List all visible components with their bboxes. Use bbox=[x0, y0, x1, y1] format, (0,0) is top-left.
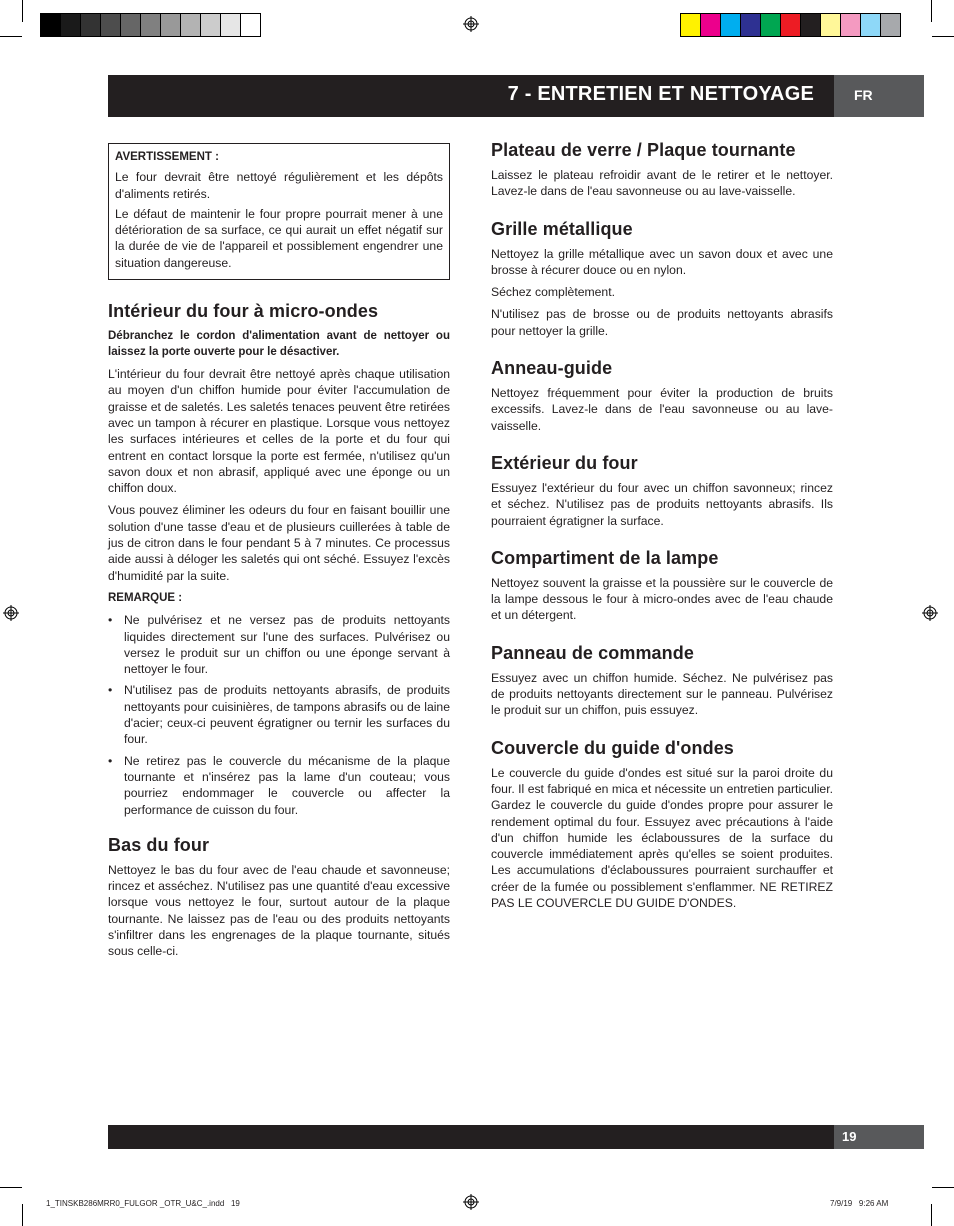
header-bar bbox=[108, 75, 834, 117]
crop-mark bbox=[22, 1204, 23, 1226]
swatch bbox=[181, 14, 201, 36]
swatch bbox=[121, 14, 141, 36]
slug-timestamp: 7/9/19 9:26 AM bbox=[830, 1199, 889, 1208]
body-paragraph: Nettoyez fréquemment pour éviter la production de bruits excessifs. Lavez-le dans de l'eau savonneuse ou au lave-vaisselle. bbox=[491, 386, 833, 433]
swatch bbox=[681, 14, 701, 36]
section-heading: Intérieur du four à micro-ondes bbox=[108, 301, 379, 322]
section-heading: Anneau-guide bbox=[491, 358, 613, 379]
swatch bbox=[801, 14, 821, 36]
registration-mark-icon bbox=[463, 1194, 479, 1210]
crop-mark bbox=[932, 36, 954, 37]
swatch bbox=[101, 14, 121, 36]
body-paragraph: Nettoyez la grille métallique avec un savon doux et avec une brosse à récurer douce ou en nylon. bbox=[491, 246, 833, 277]
section-lead: Débranchez le cordon d'alimentation avant de nettoyer ou laissez la porte ouverte pour le désactiver. bbox=[108, 330, 450, 359]
body-paragraph: N'utilisez pas de brosse ou de produits nettoyants abrasifs pour nettoyer la grille. bbox=[491, 307, 833, 338]
page-title: 7 - ENTRETIEN ET NETTOYAGE bbox=[507, 83, 814, 105]
section bbox=[491, 547, 833, 624]
language-badge bbox=[834, 75, 924, 117]
list-item: • Ne retirez pas le couvercle du mécanisme de la plaque tournante et n'insérez pas la lame d'un couteau; vous pourriez endommager le couvercle ou affecter la performance de cuisson du four. bbox=[108, 753, 450, 818]
swatch bbox=[821, 14, 841, 36]
swatch bbox=[861, 14, 881, 36]
swatch bbox=[881, 14, 900, 36]
swatch bbox=[781, 14, 801, 36]
warning-title: AVERTISSEMENT : bbox=[115, 151, 219, 163]
list-item: • N'utilisez pas de produits nettoyants abrasifs, de produits nettoyants pour cuisinières, de tampons abrasifs ou de laine d'acier; ceux-ci peuvent égratigner ou ternir les surfaces du four. bbox=[108, 682, 450, 747]
body-paragraph: Nettoyez souvent la graisse et la poussière sur le couvercle de la lampe dessous le four à micro-ondes avec de l'eau chaude et un détergent. bbox=[491, 575, 833, 623]
warning-paragraph: Le four devrait être nettoyé régulièrement et les dépôts d'aliments retirés. bbox=[115, 170, 443, 201]
section-heading: Grille métallique bbox=[491, 218, 633, 239]
swatch bbox=[761, 14, 781, 36]
section bbox=[491, 642, 833, 719]
page-number: 19 bbox=[842, 1129, 857, 1144]
swatch bbox=[201, 14, 221, 36]
color-calibration-bar bbox=[680, 13, 901, 37]
body-paragraph: Vous pouvez éliminer les odeurs du four en faisant bouillir une solution d'une tasse d'eau et de plusieurs cuillerées à table de jus de citron dans le four pendant 5 à 7 minutes. Ce processus aide aussi à déloger les saletés qui ont séché. Essuyez l'excès d'humidité par la suite. bbox=[108, 503, 450, 583]
slug-filename: 1_TINSKB286MRR0_FULGOR _OTR_U&C_.indd 19 bbox=[46, 1199, 240, 1208]
left-column bbox=[108, 143, 450, 966]
section-heading: Extérieur du four bbox=[491, 452, 638, 473]
swatch bbox=[841, 14, 861, 36]
section bbox=[491, 452, 833, 529]
section bbox=[491, 357, 833, 434]
swatch bbox=[41, 14, 61, 36]
swatch bbox=[721, 14, 741, 36]
section bbox=[491, 737, 833, 912]
registration-mark-icon bbox=[3, 605, 19, 621]
swatch bbox=[741, 14, 761, 36]
section-heading: Couvercle du guide d'ondes bbox=[491, 737, 734, 758]
crop-mark bbox=[0, 1187, 22, 1188]
body-paragraph: Le couvercle du guide d'ondes est situé sur la paroi droite du four. Il est fabriqué en mica et nécessite un entretien particulier. Gardez le couvercle du guide d'ondes propre pour assurer le rendement optimal du four. Essuyez avec précautions à l'aide d'un chiffon humide les éclaboussures de la surface du couvercle immédiatement après qu'elles se soient produites. Les accumulations d'éclaboussures pourraient surchauffer et créer de la fumée ou possiblement s'enflammer. NE RETIREZ PAS LE COUVERCLE DU GUIDE D'ONDES. bbox=[491, 765, 833, 911]
swatch bbox=[81, 14, 101, 36]
swatch bbox=[241, 14, 260, 36]
swatch bbox=[161, 14, 181, 36]
crop-mark bbox=[931, 1204, 932, 1226]
section-heading: Panneau de commande bbox=[491, 642, 694, 663]
body-paragraph: Essuyez l'extérieur du four avec un chiffon savonneux; rincez et séchez. N'utilisez pas de produits nettoyants abrasifs. Ils pourraient égratigner la surface. bbox=[491, 480, 833, 528]
section bbox=[491, 218, 833, 339]
registration-mark-icon bbox=[463, 16, 479, 32]
body-paragraph: L'intérieur du four devrait être nettoyé après chaque utilisation au moyen d'un chiffon humide pour éviter l'accumulation de graisse et de saletés. Les saletés tenaces peuvent être retirées avec un tampon à récurer en plastique. Lorsque vous nettoyez les surfaces intérieures et celles de la porte et du four qui entrent en contact lorsque la porte est fermée, n'utilisez qu'un savon doux et non abrasif, appliqué avec une éponge ou un chiffon doux. bbox=[108, 367, 450, 496]
swatch bbox=[701, 14, 721, 36]
section-heading: Compartiment de la lampe bbox=[491, 547, 719, 568]
right-column bbox=[491, 139, 833, 929]
crop-mark bbox=[932, 1187, 954, 1188]
language-label: FR bbox=[854, 87, 873, 103]
body-paragraph: Essuyez avec un chiffon humide. Séchez. Ne pulvérisez pas de produits nettoyants directement sur le panneau. Pulvérisez le produit sur un chiffon, puis essuyez. bbox=[491, 670, 833, 718]
body-paragraph: Séchez complètement. bbox=[491, 285, 615, 300]
note-list bbox=[108, 612, 450, 818]
warning-paragraph: Le défaut de maintenir le four propre pourrait mener à une détérioration de sa surface, ce qui aurait un effet négatif sur la durée de vie de l'appareil et possiblement engendrer une situation dangereuse. bbox=[115, 206, 443, 270]
section bbox=[491, 139, 833, 200]
gray-calibration-bar bbox=[40, 13, 261, 37]
registration-mark-icon bbox=[922, 605, 938, 621]
page-number-box bbox=[834, 1125, 924, 1149]
crop-mark bbox=[931, 0, 932, 22]
list-item: • Ne pulvérisez et ne versez pas de produits nettoyants liquides directement sur l'une des surfaces. Pulvérisez ou versez le produit sur un chiffon ou une éponge servant à nettoyer le four. bbox=[108, 612, 450, 677]
swatch bbox=[61, 14, 81, 36]
body-paragraph: Nettoyez le bas du four avec de l'eau chaude et savonneuse; rincez et asséchez. N'utilisez pas une quantité d'eau excessive lorsque vous nettoyez le four, surtout autour de la plaque tournante. Ne laissez pas de l'eau ou des produits nettoyants s'infiltrer dans les engrenages de la plaque tournante, situés sous celle-ci. bbox=[108, 862, 450, 959]
note-title: REMARQUE : bbox=[108, 591, 183, 604]
swatch bbox=[141, 14, 161, 36]
warning-box bbox=[108, 143, 450, 280]
section-heading: Bas du four bbox=[108, 834, 210, 855]
crop-mark bbox=[22, 0, 23, 22]
swatch bbox=[221, 14, 241, 36]
crop-mark bbox=[0, 36, 22, 37]
footer-bar bbox=[108, 1125, 834, 1149]
body-paragraph: Laissez le plateau refroidir avant de le retirer et le nettoyer. Lavez-le dans de l'eau savonneuse ou au lave-vaisselle. bbox=[491, 168, 833, 199]
section-heading: Plateau de verre / Plaque tournante bbox=[491, 140, 796, 160]
